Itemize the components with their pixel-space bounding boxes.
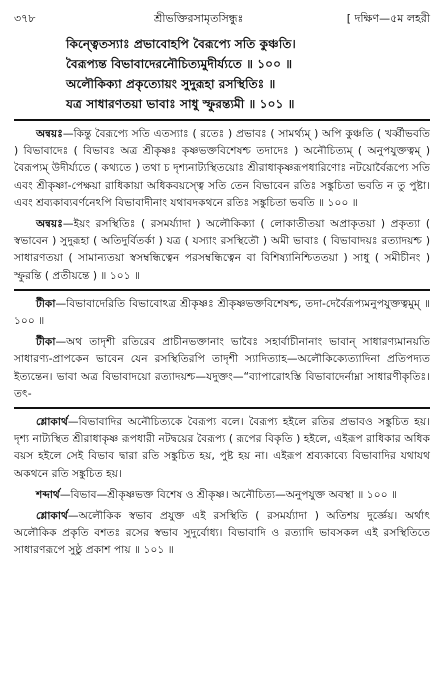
translation-section bbox=[14, 413, 430, 559]
page bbox=[14, 8, 430, 559]
paragraph bbox=[14, 295, 430, 329]
sloka-text: —অলৌকিক স্বভাব প্রযুক্ত এই রসস্থিতি ( রসমর্য্যাদা ) অতিশয় দুর্জ্ঞেয়। অর্থাৎ অলৌকিক প্রকৃতি বশতঃ রসের স্বভাব সুদুর্বোধ্য। বিভাবাদি ও রত্যাদি ভাবসকল এই রসস্থিতিতে সাধারণরূপে সুষ্ঠু প্রকাশ পায় ॥ ১০১ ॥ bbox=[14, 509, 430, 557]
book-title: শ্রীভক্তিরসামৃতসিন্ধুঃ bbox=[154, 12, 244, 25]
paragraph bbox=[14, 333, 430, 402]
tika-label: টীকা bbox=[36, 335, 56, 349]
section-label: [ দক্ষিণ—৫ম লহরী bbox=[346, 12, 430, 25]
anvaya-label: অন্বয়ঃ bbox=[36, 127, 63, 140]
anvaya-text: —কিন্তু বৈরূপ্যে সতি এতস্যাঃ ( রতেঃ ) প্রভাবঃ ( সামর্থ্যম্ ) অপি কুঞ্চতি ( খর্ব্বীভবতি ) বিভাবাদেঃ ( বিভাবঃ অত্র শ্রীকৃষ্ণঃ কৃষ্ণভক্তবিশেষশ্চ তদাদেঃ ) অনৌচিত্যম্ ( অনুপযুক্তত্বম্ ) বৈরূপ্যম্ উদীর্য্যতে ( কথ্যতে ) তথা চ দৃশ্যনাট্যস্থিতয়োঃ শ্রীরাধাকৃষ্ণরূপধারিণোঃ নটয়োর্বৈরূপ্যে সতি এবং শ্রীকৃষ্ণা-পেক্ষয়া রাধিকায়া অধিকবয়স্ত্বে সতি তেন বিভাবেন রতিঃ সঙ্কুচিতা ভবতি ন তু পুষ্টা। এবং শ্রব্যকাব্যবর্ণনেঽপি বিভাবাদীনাং যথাবদকথনে রতিঃ সঙ্কুচিতা ভবতি ॥ ১০০ ॥ bbox=[14, 127, 430, 209]
page-number: ৩৭৮ bbox=[14, 12, 36, 25]
verse-line: বৈরূপ্যন্ত বিভাবাদেরনৌচিত্যমুদীর্য্যতে ॥ ১০০ ॥ bbox=[66, 57, 293, 71]
divider bbox=[14, 119, 430, 121]
sloka-label: শ্লোকার্থ bbox=[36, 509, 68, 523]
shabda-text: —বিভাব—শ্রীকৃষ্ণভক্ত বিশেষ ও শ্রীকৃষ্ণ। অনৌচিত্য—অনুপযুক্ত অবস্থা ॥ ১০০ ॥ bbox=[59, 487, 398, 501]
divider bbox=[14, 407, 430, 409]
verse-block bbox=[66, 34, 430, 114]
running-header bbox=[14, 8, 430, 28]
paragraph bbox=[14, 507, 430, 559]
shabda-label: শব্দার্থ bbox=[36, 487, 60, 501]
paragraph bbox=[14, 125, 430, 211]
tika-section bbox=[14, 295, 430, 402]
tika-text: —বিভাবাদেরিতি বিভাবোঽত্র শ্রীকৃষ্ণঃ শ্রীকৃষ্ণভক্তবিশেষশ্চ, তদা-দের্বৈরূপ্যমনুপযুক্তত্বমুম্ ॥ ১০০ ॥ bbox=[14, 296, 430, 328]
anvaya-section bbox=[14, 125, 430, 284]
verse-line: যত্র সাধারণতয়া ভাবাঃ সাধু স্ফুরন্ত্যমী ॥ ১০১ ॥ bbox=[66, 97, 295, 111]
verse-line: অলৌকিক্যা প্রকৃত্যোয়ং সুদুরূহা রসস্থিতিঃ ॥ bbox=[66, 77, 276, 91]
divider bbox=[14, 289, 430, 291]
tika-text: —অথ তাদৃশী রতিরেব প্রাচীনভক্তানাং ভাবৈঃ সহার্বাচীনানাং ভাবান্ সাধারণ্যমানয়তি সাধারণ্য-প্রাপকেন ভাবেন যেন রসস্থিতিরপি তাদৃশী স্যাদিত্যাহ—অলৌকিক্যেত্যাদিনা প্রতিপদ্যত ইত্যন্তেন। ভাবা অত্র বিভাবাদয়ো রত্যাদয়শ্চ—যদুক্তং—“ব্যাপারোঽস্তি বিভাবাদের্নাম্না সাধারণীকৃতিঃ। তৎ- bbox=[14, 335, 430, 400]
sloka-label: শ্লোকার্থ bbox=[36, 415, 68, 429]
verse-line: কিন্ত্বেতস্যাঃ প্রভাবোহপি বৈরূপ্যে সতি কুঞ্চতি। bbox=[66, 37, 296, 51]
paragraph bbox=[14, 215, 430, 284]
anvaya-text: —ইয়ং রসস্থিতিঃ ( রসমর্য্যাদা ) অলৌকিক্যা ( লোকাতীতয়া অপ্রাকৃতয়া ) প্রকৃত্যা ( স্বভাবেন ) সুদুরূহা ( অতিদুর্বিতর্কা ) যত্র ( যস্যাং রসস্থিতৌ ) অমী ভাবাঃ ( বিভাবাদয়ঃ রত্যাদয়শ্চ ) সাধারণতয়া ( সামান্যতয়া স্বসম্বন্ধিত্বেন পরসম্বন্ধিত্বেন বা বিশিষ্যানিশ্চিততয়া ) সাধু ( সমীচীনং ) স্ফুরন্তি ( প্রতীয়ন্তে ) ॥ ১০১ ॥ bbox=[14, 217, 430, 282]
tika-label: টীকা bbox=[36, 296, 56, 310]
anvaya-label: অন্বয়ঃ bbox=[36, 217, 63, 231]
sloka-text: —বিভাবাদির অনৌচিত্যকে বৈরূপ্য বলে। বৈরূপ্য হইলে রতির প্রভাবও সঙ্কুচিত হয়। দৃশ্য নাট্যস্থিত শ্রীরাধাকৃষ্ণ রূপধারী নটদ্বয়ের বৈরূপ্য ( রূপের বিকৃতি ) হইলে, এইরূপ রাধিকার অধিক বয়স হইলে সেই বিভাব দ্বারা রতি সঙ্কুচিত হয়, পুষ্ট হয় না। এইরূপ শ্রব্যকাব্যে বিভাবাদির যথাযথ অকথনে রতি সঙ্কুচিত হয়। bbox=[14, 415, 430, 480]
paragraph bbox=[14, 413, 430, 482]
paragraph bbox=[14, 486, 430, 503]
